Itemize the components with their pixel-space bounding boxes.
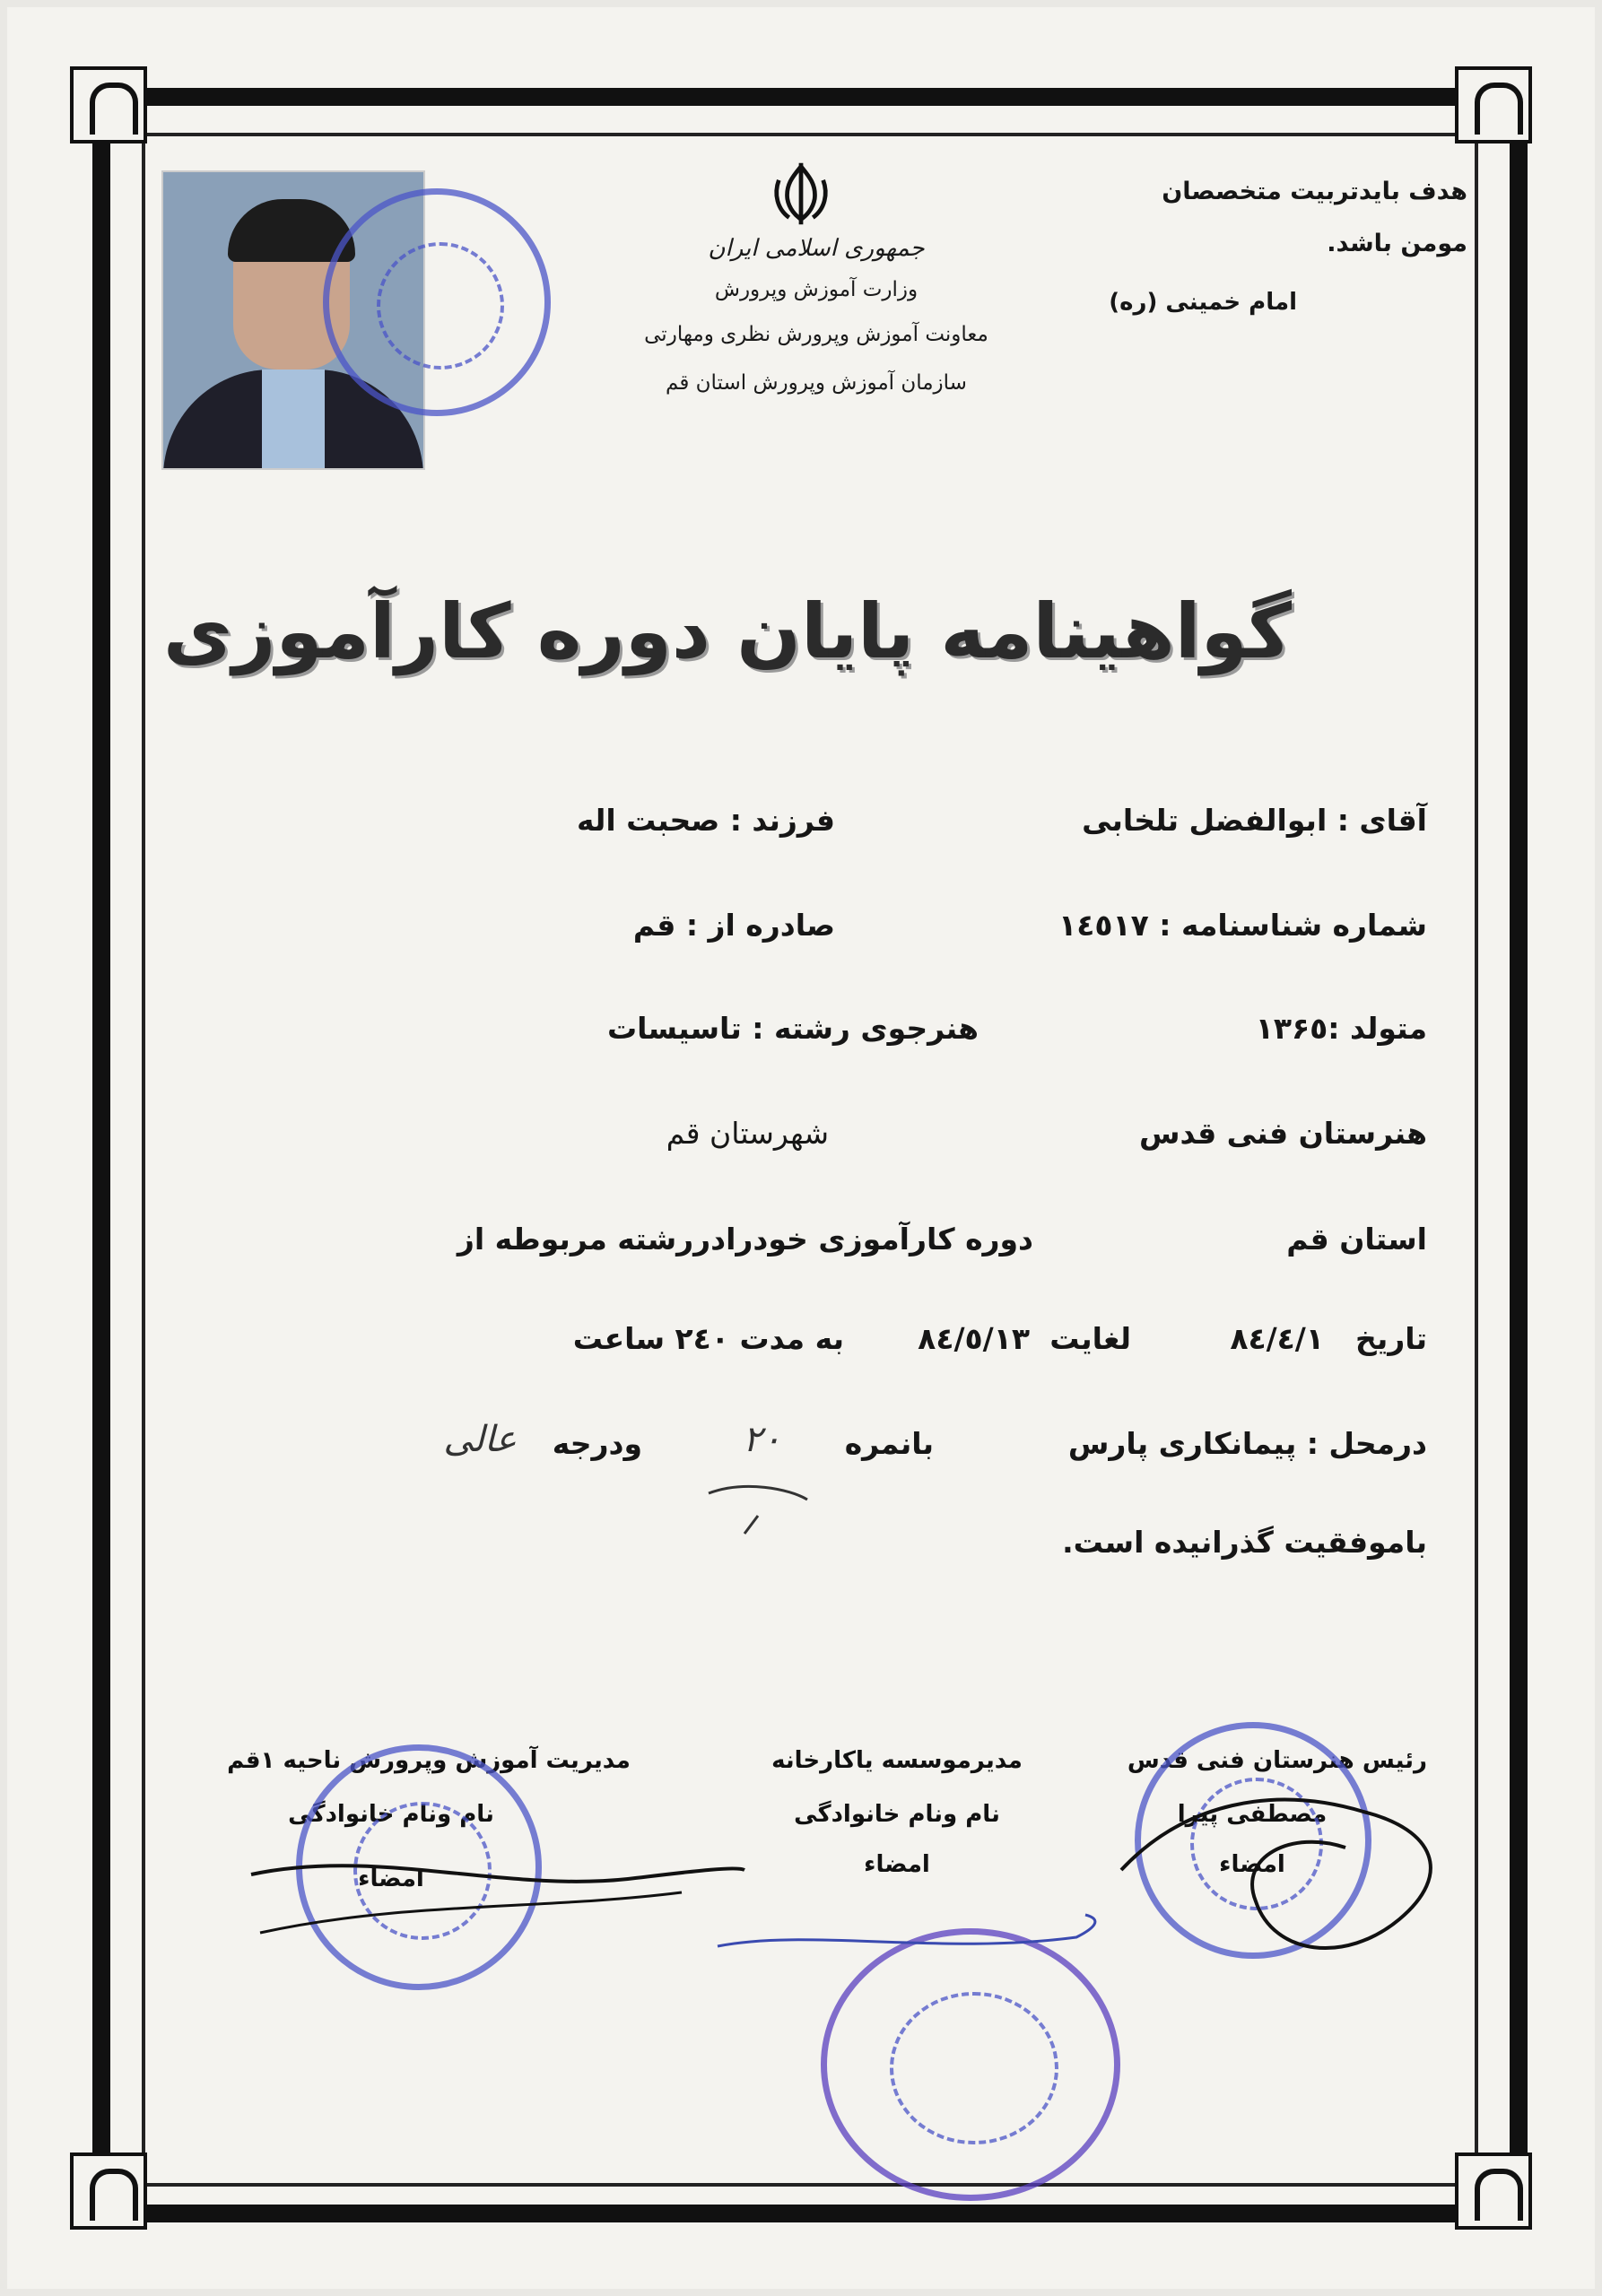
- field-grade-value: عالی: [443, 1419, 517, 1460]
- quote-line-2: مومن باشد.: [1327, 230, 1467, 257]
- field-course: دوره کارآموزی خودرادررشته مربوطه از: [457, 1222, 1033, 1257]
- field-issued: صادره از : قم: [632, 908, 835, 943]
- field-date-label: تاریخ: [1355, 1321, 1427, 1356]
- field-major: هنرجوی رشته : تاسیسات: [606, 1011, 979, 1046]
- field-name: آقای : ابوالفضل تلخابی: [1082, 803, 1427, 838]
- signature-left-sign: امضاء: [358, 1866, 424, 1892]
- quote-line-1: هدف بایدتربیت متخصصان: [1162, 178, 1467, 205]
- signature-middle-name: نام ونام خانوادگی: [794, 1801, 1000, 1828]
- corner-ornament-bottom-left: [70, 2152, 147, 2230]
- field-school: هنرستان فنی قدس: [1138, 1116, 1427, 1151]
- signature-right-name: مصطفی پیرا: [1177, 1801, 1328, 1828]
- field-date-to: ٨٤/٥/١٣: [918, 1321, 1030, 1356]
- corner-ornament-top-right: [1455, 66, 1532, 144]
- field-place: درمحل : پیمانکاری پارس: [1067, 1426, 1427, 1461]
- field-father: فرزند : صحبت اله: [576, 803, 835, 838]
- ministry-name: وزارت آموزش وپرورش: [714, 278, 919, 301]
- stamp-left: [296, 1744, 542, 1990]
- corner-ornament-top-left: [70, 66, 147, 144]
- certificate-title: گواهینامه پایان دوره کارآموزی: [162, 587, 1292, 675]
- iran-emblem-icon: [767, 160, 835, 228]
- field-grade-label: ودرجه: [552, 1426, 642, 1461]
- corner-ornament-bottom-right: [1455, 2152, 1532, 2230]
- field-city: شهرستان قم: [666, 1116, 829, 1151]
- field-province: استان قم: [1286, 1222, 1427, 1257]
- signature-middle-sign: امضاء: [864, 1851, 930, 1878]
- field-until-label: لغایت: [1049, 1321, 1131, 1356]
- signature-right-sign: امضاء: [1219, 1851, 1285, 1878]
- field-date-from: ٨٤/٤/١: [1230, 1321, 1324, 1356]
- signature-left-name: نام ونام خانوادگی: [288, 1801, 494, 1828]
- signature-right-title: رئیس هنرستان فنی قدس: [1127, 1747, 1427, 1774]
- stamp-right: [1135, 1722, 1371, 1959]
- field-score-label: بانمره: [844, 1426, 934, 1461]
- field-closing: باموفقیت گذرانیده است.: [1062, 1525, 1427, 1560]
- stamp-middle: [821, 1928, 1120, 2201]
- deputy-name: معاونت آموزش وپرورش نظری ومهارتی: [644, 323, 988, 346]
- field-id-number: شماره شناسنامه : ١٤٥١٧: [1058, 908, 1427, 943]
- republic-title: جمهوری اسلامی ایران: [708, 235, 925, 262]
- field-birth: متولد :١٣۶٥: [1255, 1011, 1427, 1046]
- quote-author: امام خمینی (ره): [1109, 289, 1297, 316]
- field-duration: به مدت ٢٤٠ ساعت: [572, 1321, 844, 1356]
- field-score-value: ٢٠: [743, 1419, 781, 1460]
- photo-stamp: [323, 188, 551, 416]
- organization-name: سازمان آموزش وپرورش استان قم: [666, 371, 967, 395]
- signature-left-title: مدیریت آموزش وپرورش ناحیه ١قم: [227, 1747, 631, 1774]
- signature-middle-title: مدیرموسسه یاکارخانه: [771, 1747, 1023, 1774]
